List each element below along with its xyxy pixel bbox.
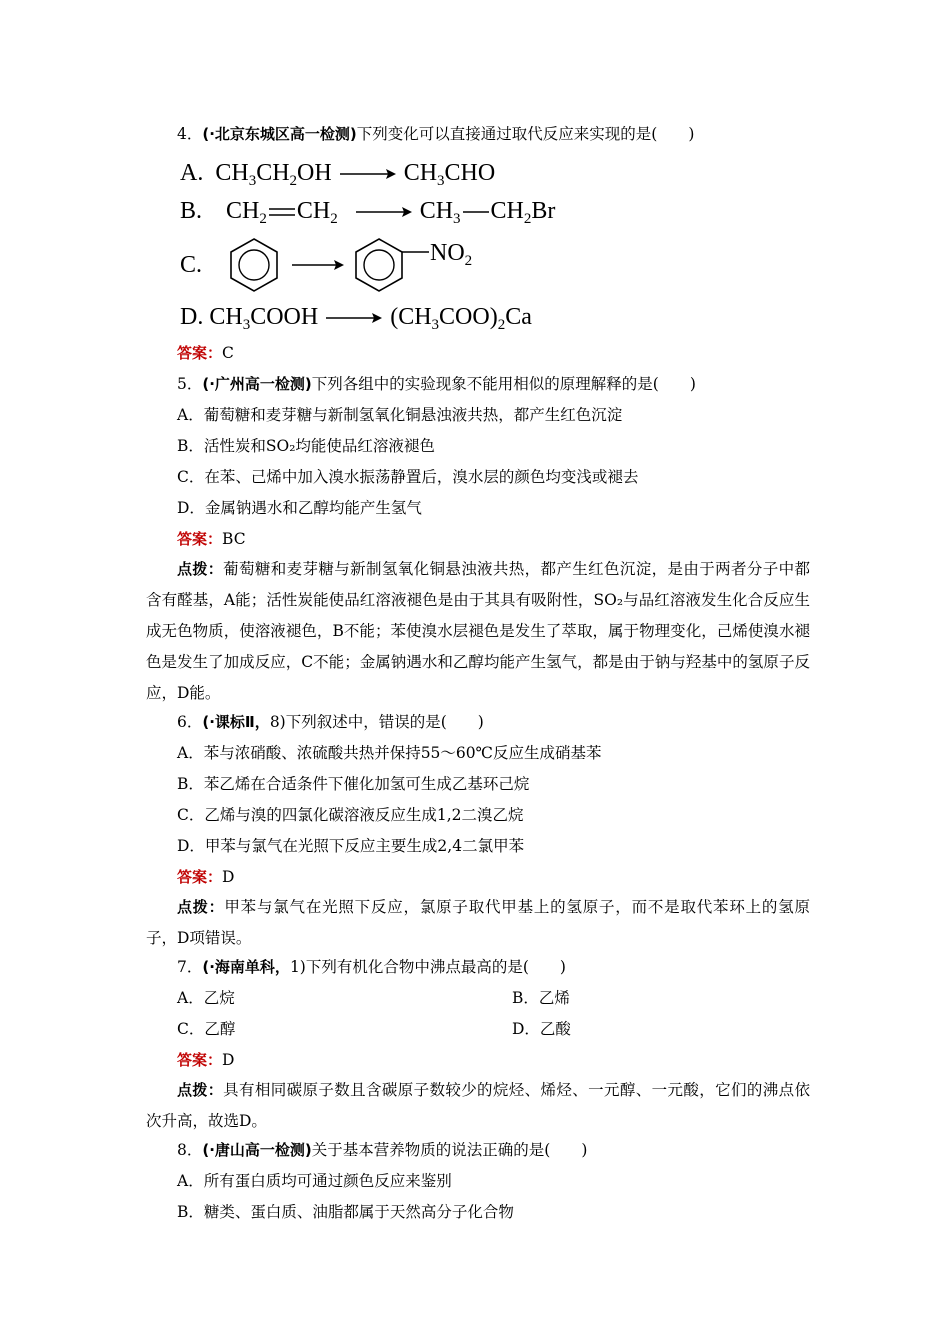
q5-source: (·广州高一检测) (202, 375, 312, 393)
q7-option-a: A．乙烷 (177, 989, 235, 1007)
q5-option-d: D．金属钠遇水和乙醇均能产生氢气 (177, 499, 422, 517)
q4-option-b: B. $CH_2$ $CH_2$ $CH_3$ $CH_2Br$ (180, 198, 556, 227)
hint-label: 点拨： (177, 560, 224, 578)
q5-answer (177, 529, 246, 549)
q8-option-b: B．糖类、蛋白质、油脂都属于天然高分子化合物 (177, 1203, 514, 1221)
q8-number: 8． (177, 1141, 203, 1159)
q5-stem: 下列各组中的实验现象不能用相似的原理解释的是( ) (311, 375, 696, 393)
q5-hint (146, 554, 810, 709)
q6-option-a: A．苯与浓硝酸、浓硫酸共热并保持55～60℃反应生成硝基苯 (177, 744, 602, 762)
product-bromoethane: $CH_3$ $CH_2Br$ (419, 198, 556, 227)
q6-hint (146, 892, 810, 954)
answer-label: 答案： (177, 530, 223, 548)
q8-stem: 关于基本营养物质的说法正确的是( ) (311, 1141, 588, 1159)
q7-source-tail: 1) (289, 958, 306, 976)
nitro-group-label: $NO_2$ (430, 240, 473, 269)
q6-option-b: B．苯乙烯在合适条件下催化加氢可生成乙基环己烷 (177, 775, 530, 793)
product-acetaldehyde: $CH_3CHO$ (403, 160, 496, 189)
q6-stem-line (177, 712, 484, 732)
q5-option-b: B．活性炭和SO₂均能使品红溶液褪色 (177, 437, 435, 455)
q6-source: (·课标Ⅱ， (202, 713, 270, 731)
q7-option-b: B．乙烯 (512, 989, 570, 1007)
hint-text: 具有相同碳原子数且含碳原子数较少的烷烃、烯烃、一元醇、一元酸，它们的沸点依次升高，故选D。 (146, 1081, 810, 1130)
q8-source: (·唐山高一检测) (202, 1141, 312, 1159)
q6-source-tail: 8) (269, 713, 286, 731)
q7-option-c: C．乙醇 (177, 1020, 236, 1038)
reaction-arrow-icon (354, 205, 414, 219)
q6-stem: 下列叙述中，错误的是( ) (285, 713, 484, 731)
answer-value: BC (222, 530, 246, 548)
q4-stem: 下列变化可以直接通过取代反应来实现的是( ) (356, 125, 695, 143)
reactant-ethanol: $CH_3CH_2OH$ (215, 160, 332, 189)
reaction-arrow-icon (292, 260, 344, 270)
q7-option-d: D．乙酸 (512, 1020, 571, 1038)
q5-number: 5． (177, 375, 203, 393)
q6-number: 6． (177, 713, 203, 731)
single-bond-icon (461, 205, 491, 219)
q4-option-c-label: C. (180, 252, 203, 278)
hint-label: 点拨： (177, 898, 225, 916)
answer-label: 答案： (177, 868, 223, 886)
q4-answer (177, 343, 234, 363)
q4-number: 4． (177, 125, 203, 143)
answer-label: 答案： (177, 344, 223, 362)
q7-stem-line (177, 957, 566, 977)
q7-hint (146, 1075, 810, 1137)
q7-answer (177, 1050, 234, 1070)
q4-option-d: D. $CH_3COOH$ $(CH_3COO)_2Ca$ (180, 304, 532, 333)
double-bond-icon (267, 205, 297, 219)
hint-text: 甲苯与氯气在光照下反应，氯原子取代甲基上的氢原子，而不是取代苯环上的氢原子，D项错误。 (146, 898, 810, 947)
q6-option-c: C．乙烯与溴的四氯化碳溶液反应生成1,2二溴乙烷 (177, 806, 524, 824)
product-calcium-acetate: $(CH_3COO)_2Ca$ (390, 304, 532, 333)
hint-label: 点拨： (177, 1081, 224, 1099)
q4-stem-line (177, 124, 694, 144)
q8-option-a: A．所有蛋白质均可通过颜色反应来鉴别 (177, 1172, 452, 1190)
q7-source: (·海南单科， (202, 958, 290, 976)
q8-stem-line (177, 1140, 587, 1160)
q7-number: 7． (177, 958, 203, 976)
reaction-arrow-icon (338, 167, 398, 181)
q7-stem: 下列有机化合物中沸点最高的是( ) (305, 958, 566, 976)
q5-stem-line (177, 374, 696, 394)
hint-text: 葡萄糖和麦芽糖与新制氢氧化铜悬浊液共热，都产生红色沉淀，是由于两者分子中都含有醛基，A能；活性炭能使品红溶液褪色是由于其具有吸附性，SO₂与品红溶液发生化合反应生成无色物质，使溶液褪色，B不能；苯使溴水层褪色是发生了萃取，属于物理变化，己烯使溴水褪色是发生了加成反应，C不能；金属钠遇水和乙醇均能产生氢气，都是由于钠与羟基中的氢原子反应，D能。 (146, 560, 810, 702)
q4-source: (·北京东城区高一检测) (202, 125, 357, 143)
q6-answer (177, 867, 234, 887)
reactant-ethylene: $CH_2$ $CH_2$ (226, 198, 338, 227)
q4-option-a: A. $CH_3CH_2OH$ $CH_3CHO$ (180, 160, 496, 189)
answer-value: C (222, 344, 234, 362)
q6-option-d: D．甲苯与氯气在光照下反应主要生成2,4二氯甲苯 (177, 837, 525, 855)
nitrobenzene-ring-icon (356, 239, 429, 291)
q5-option-c: C．在苯、己烯中加入溴水振荡静置后，溴水层的颜色均变浅或褪去 (177, 468, 639, 486)
reaction-arrow-icon (324, 311, 384, 325)
reactant-acetic-acid: $CH_3COOH$ (209, 304, 319, 333)
answer-value: D (222, 868, 235, 886)
answer-value: D (222, 1051, 235, 1069)
answer-label: 答案： (177, 1051, 223, 1069)
benzene-ring-icon (231, 239, 277, 291)
q5-option-a: A．葡萄糖和麦芽糖与新制氢氧化铜悬浊液共热，都产生红色沉淀 (177, 406, 623, 424)
